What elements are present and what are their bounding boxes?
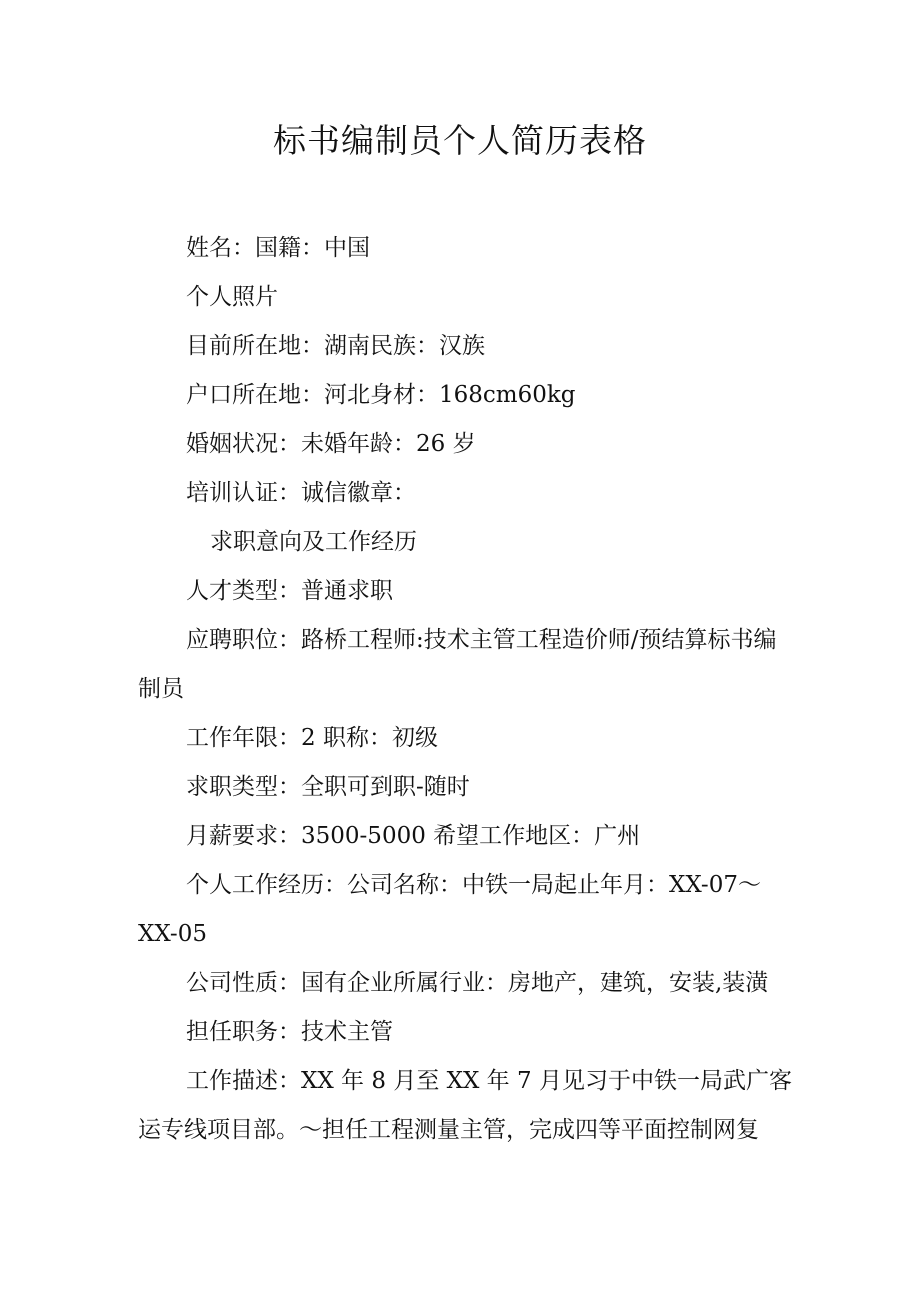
field-work-history: 个人工作经历：公司名称：中铁一局起止年月：XX-07～ — [186, 872, 761, 898]
field-position-continued: 制员 — [138, 676, 184, 702]
field-hukou-physique: 户口所在地：河北身材：168cm60kg — [186, 382, 576, 408]
field-years-title: 工作年限：2 职称：初级 — [186, 725, 438, 751]
field-photo: 个人照片 — [186, 284, 278, 310]
field-salary-area: 月薪要求：3500-5000 希望工作地区：广州 — [186, 823, 641, 849]
section-heading-job-intent: 求职意向及工作经历 — [210, 529, 417, 555]
field-company-nature: 公司性质：国有企业所属行业：房地产，建筑，安装,装潢 — [186, 970, 769, 996]
field-job-description-continued: 运专线项目部。～担任工程测量主管，完成四等平面控制网复 — [138, 1117, 759, 1143]
field-marital-age: 婚姻状况：未婚年龄：26 岁 — [186, 431, 476, 457]
field-certification: 培训认证：诚信徽章： — [186, 480, 416, 506]
field-talent-type: 人才类型：普通求职 — [186, 578, 393, 604]
field-role: 担任职务：技术主管 — [186, 1019, 393, 1045]
field-work-history-continued: XX-05 — [138, 921, 207, 947]
resume-body — [138, 224, 792, 1155]
field-location-ethnicity: 目前所在地：湖南民族：汉族 — [186, 333, 485, 359]
document-title: 标书编制员个人简历表格 — [273, 121, 647, 160]
field-job-description: 工作描述：XX 年 8 月至 XX 年 7 月见习于中铁一局武广客 — [186, 1068, 792, 1094]
field-name-nationality: 姓名：国籍：中国 — [186, 235, 370, 261]
field-position: 应聘职位：路桥工程师:技术主管工程造价师/预结算标书编 — [186, 627, 777, 653]
field-job-type: 求职类型：全职可到职-随时 — [186, 774, 470, 800]
